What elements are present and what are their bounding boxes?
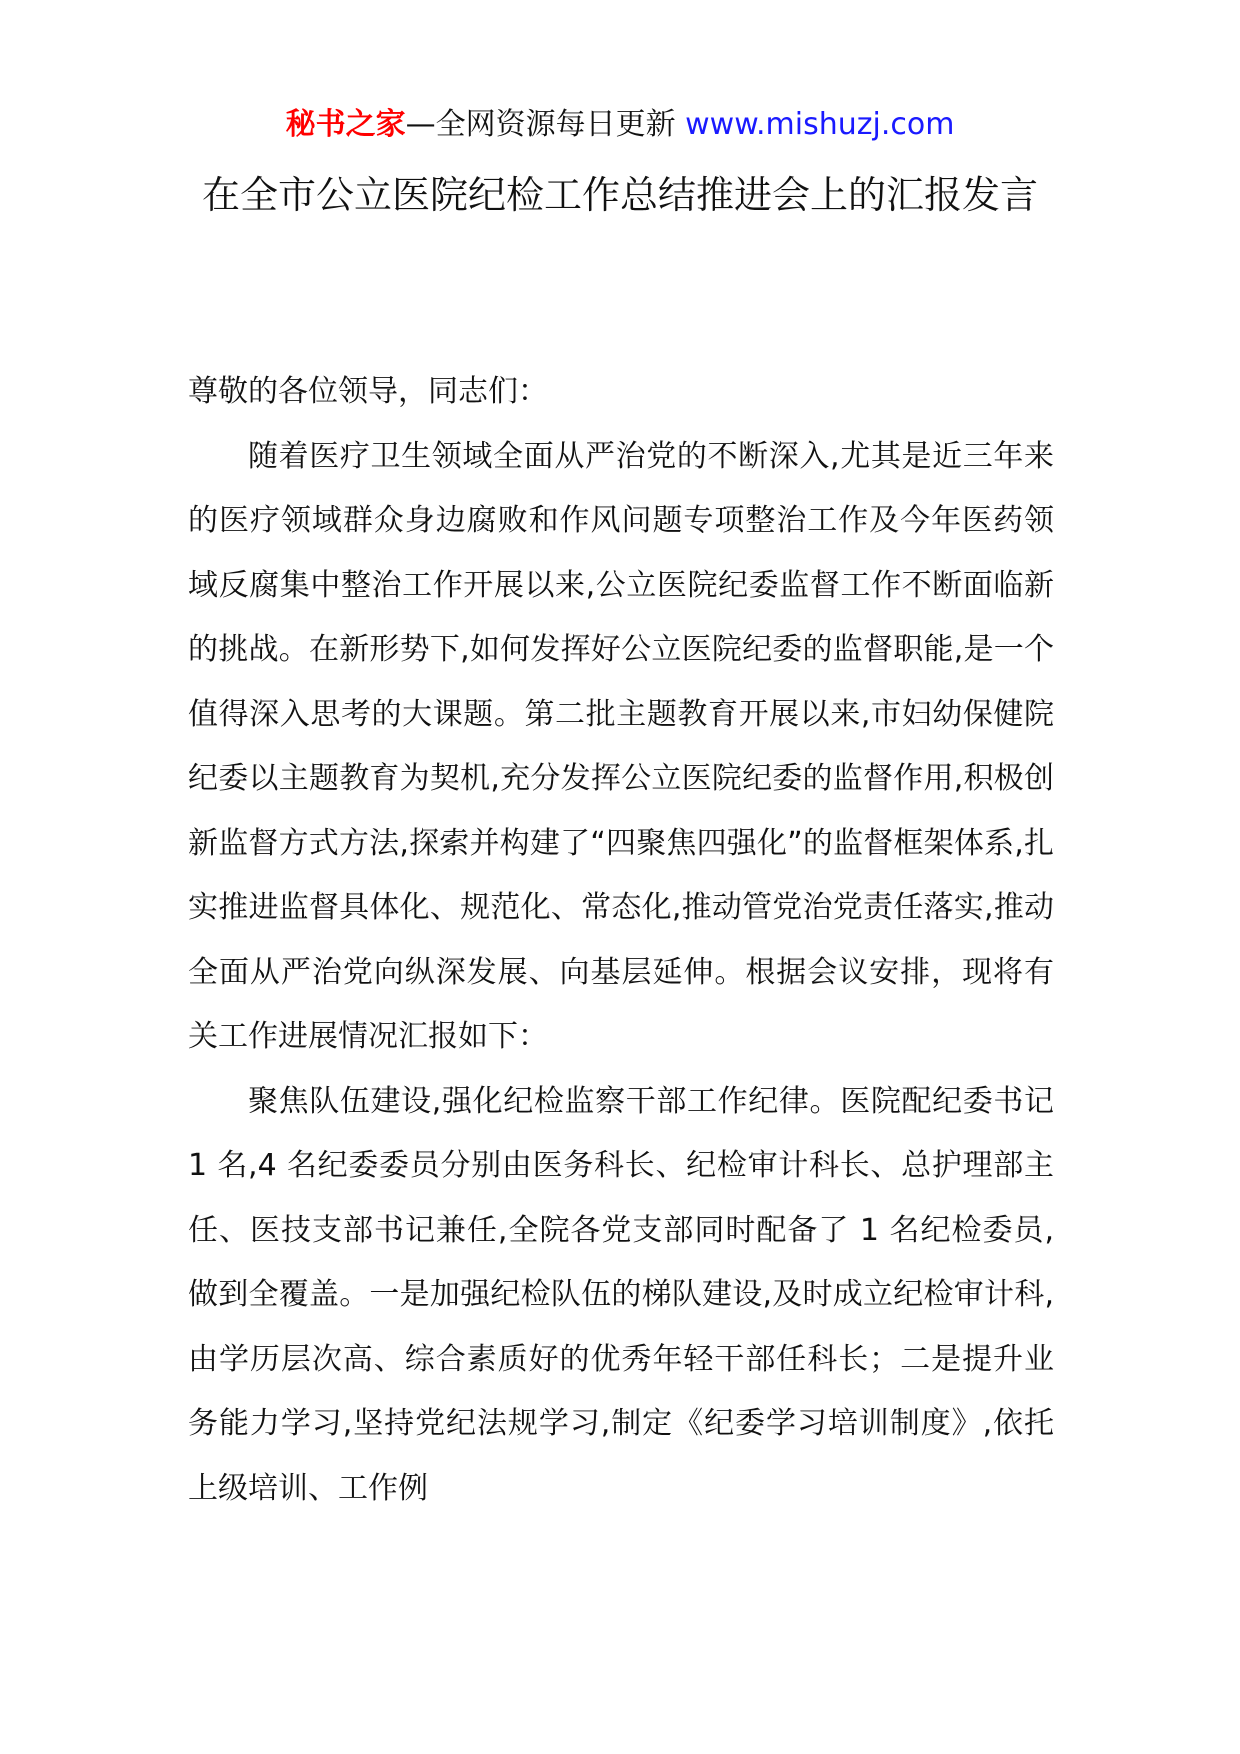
site-header: [0, 104, 1240, 146]
paragraph-intro: 随着医疗卫生领域全面从严治党的不断深入,尤其是近三年来的医疗领域群众身边腐败和作风问题专项整治工作及今年医药领域反腐集中整治工作开展以来,公立医院纪委监督工作不断面临新的挑战。在新形势下,如何发挥好公立医院纪委的监督职能,是一个值得深入思考的大课题。第二批主题教育开展以来,市妇幼保健院纪委以主题教育为契机,充分发挥公立医院纪委的监督作用,积极创新监督方式方法,探索并构建了“四聚焦四强化”的监督框架体系,扎实推进监督具体化、规范化、常态化,推动管党治党责任落实,推动全面从严治党向纵深发展、向基层延伸。根据会议安排，现将有关工作进展情况汇报如下：: [188, 438, 1054, 1054]
site-url-link[interactable]: www.mishuzj.com: [685, 107, 955, 142]
document-body: [188, 360, 1054, 1521]
header-slogan: —全网资源每日更新: [405, 107, 676, 142]
brand-name: 秘书之家: [285, 107, 406, 142]
document-title: 在全市公立医院纪检工作总结推进会上的汇报发言: [201, 173, 1038, 217]
paragraph-team-building: 聚焦队伍建设,强化纪检监察干部工作纪律。医院配纪委书记 1 名,4 名纪委委员分别由医务科长、纪检审计科长、总护理部主任、医技支部书记兼任,全院各党支部同时配备了 1 名纪检委员,做到全覆盖。一是加强纪检队伍的梯队建设,及时成立纪检审计科,由学历层次高、综合素质好的优秀年轻干部任科长；二是提升业务能力学习,坚持党纪法规学习,制定《纪委学习培训制度》,依托上级培训、工作例: [188, 1083, 1054, 1506]
salutation: 尊敬的各位领导，同志们：: [188, 374, 548, 409]
